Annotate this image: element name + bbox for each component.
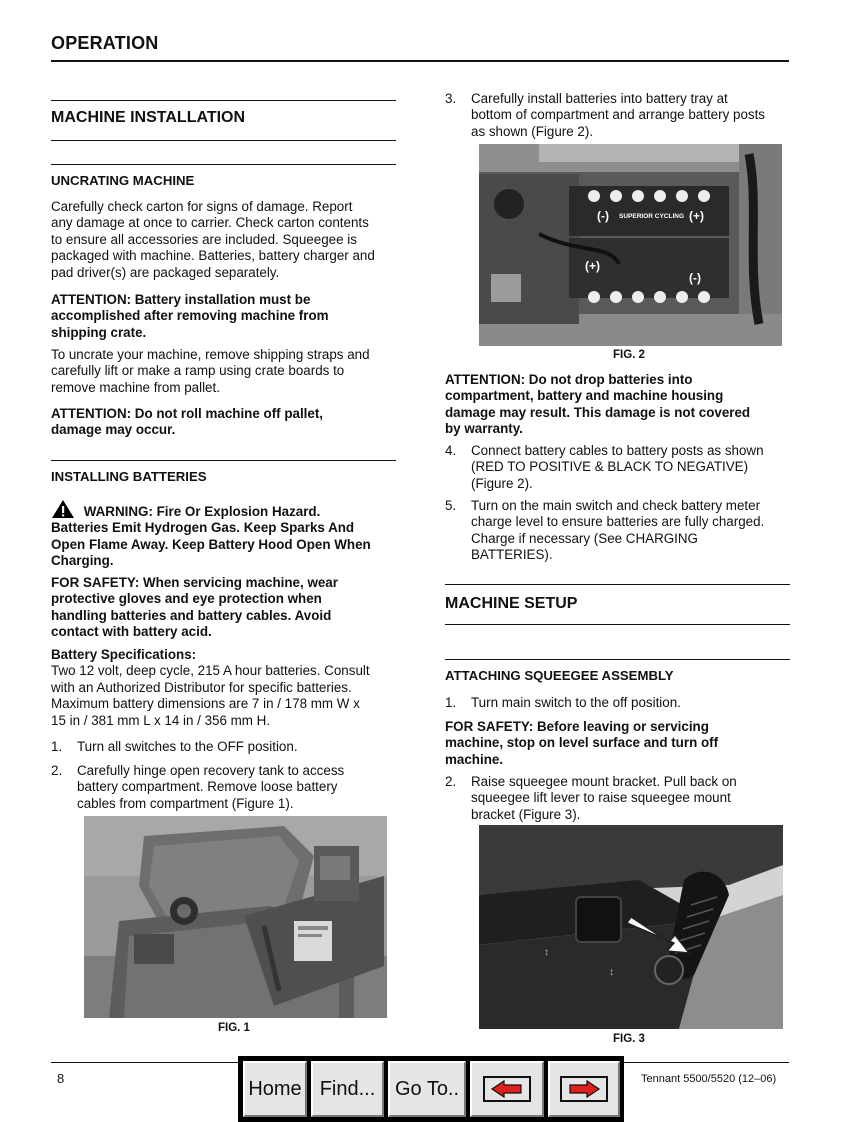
heading-attaching-squeegee: ATTACHING SQUEEGEE ASSEMBLY xyxy=(445,668,674,683)
divider xyxy=(51,100,396,101)
figure-2-photo xyxy=(479,144,782,346)
figure-1-caption: FIG. 1 xyxy=(218,1022,250,1034)
forward-button[interactable] xyxy=(548,1061,620,1117)
step-5: 5. Turn on the main switch and check battery meter charge level to ensure batteries are fully charged. Charge if necessary (See CHARGING BATTERIES). xyxy=(445,498,765,563)
figure-3-caption: FIG. 3 xyxy=(613,1033,645,1045)
fig2-battery-label: SUPERIOR CYCLING xyxy=(619,213,685,220)
home-button[interactable]: Home xyxy=(243,1061,307,1117)
figure-2-caption: FIG. 2 xyxy=(613,349,645,361)
figure-3-photo xyxy=(479,825,783,1029)
figure-1-photo xyxy=(84,816,387,1018)
warning-triangle-icon xyxy=(51,499,75,519)
fig2-plus-label-lower: (+) xyxy=(585,259,600,273)
svg-text:↕: ↕ xyxy=(544,947,549,958)
back-button[interactable] xyxy=(470,1061,544,1117)
machine-recovery-tank-illustration xyxy=(84,816,387,1018)
attention-do-not-roll: ATTENTION: Do not roll machine off pallet, damage may occur. xyxy=(51,406,324,438)
fig2-minus-label: (-) xyxy=(597,209,609,223)
squeegee-lift-lever-illustration xyxy=(479,825,783,1029)
step-4: 4. Connect battery cables to battery posts as shown (RED TO POSITIVE & BLACK TO NEGATIVE) (Figure 2). xyxy=(445,443,764,491)
section-title: OPERATION xyxy=(51,33,159,53)
squeegee-step-1: 1. Turn main switch to the off position. xyxy=(445,695,681,710)
safety-servicing: FOR SAFETY: When servicing machine, wear protective gloves and eye protection when handling batteries and battery cables. Avoid contact with battery acid. xyxy=(51,575,338,640)
warning-block: WARNING: Fire Or Explosion Hazard. Batteries Emit Hydrogen Gas. Keep Sparks And Open Flame Away. Keep Battery Hood Open When Charging. xyxy=(51,499,371,570)
left-arrow-icon xyxy=(483,1076,531,1102)
divider xyxy=(51,140,396,141)
divider xyxy=(445,659,790,660)
uncrating-paragraph: Carefully check carton for signs of damage. Report any damage at once to carrier. Check carton contents to ensure all accessories are included. Squeegee is packaged with machine. Batteries, battery charger and pad driver(s) are packaged separately. xyxy=(51,199,375,280)
heading-uncrating-machine: UNCRATING MACHINE xyxy=(51,173,195,188)
battery-compartment-illustration xyxy=(479,144,782,346)
heading-machine-setup: MACHINE SETUP xyxy=(445,595,578,612)
heading-machine-installation: MACHINE INSTALLATION xyxy=(51,109,246,126)
squeegee-step-2: 2. Raise squeegee mount bracket. Pull back on squeegee lift lever to raise squeegee mount bracket (Figure 3). xyxy=(445,774,737,822)
page-number: 8 xyxy=(57,1071,65,1086)
step-1: 1. Turn all switches to the OFF position. xyxy=(51,739,298,754)
svg-text:↕: ↕ xyxy=(609,967,614,978)
attention-do-not-drop: ATTENTION: Do not drop batteries into compartment, battery and machine housing damage may result. This damage is not covered by warranty. xyxy=(445,372,751,437)
battery-specifications: Battery Specifications: Two 12 volt, deep cycle, 215 A hour batteries. Consult with an Authorized Distributor for specific batteries. Maximum battery dimensions are 7 in / 178 mm W x 15 in / 381 mm L x 14 in / 356 mm H. xyxy=(51,647,370,728)
header-rule xyxy=(51,60,789,62)
safety-before-leaving: FOR SAFETY: Before leaving or servicing machine, stop on level surface and turn off machine. xyxy=(445,719,719,767)
fig2-minus-label-lower: (-) xyxy=(689,271,701,285)
uncrate-paragraph: To uncrate your machine, remove shipping straps and carefully lift or make a ramp using crate boards to remove machine from pallet. xyxy=(51,347,370,395)
step-3: 3. Carefully install batteries into battery tray at bottom of compartment and arrange battery posts as shown (Figure 2). xyxy=(445,91,766,139)
attention-battery-installation: ATTENTION: Battery installation must be accomplished after removing machine from shipping crate. xyxy=(51,292,329,340)
find-button[interactable]: Find... xyxy=(311,1061,384,1117)
divider xyxy=(51,164,396,165)
divider xyxy=(51,460,396,461)
right-arrow-icon xyxy=(560,1076,608,1102)
fig2-plus-label: (+) xyxy=(689,209,704,223)
document-id: Tennant 5500/5520 (12–06) xyxy=(641,1073,777,1085)
navigation-bar xyxy=(238,1056,624,1122)
goto-button[interactable]: Go To.. xyxy=(388,1061,466,1117)
step-2: 2. Carefully hinge open recovery tank to access battery compartment. Remove loose battery cables from compartment (Figure 1). xyxy=(51,763,345,811)
heading-installing-batteries: INSTALLING BATTERIES xyxy=(51,469,207,484)
divider xyxy=(445,624,790,625)
divider xyxy=(445,584,790,585)
